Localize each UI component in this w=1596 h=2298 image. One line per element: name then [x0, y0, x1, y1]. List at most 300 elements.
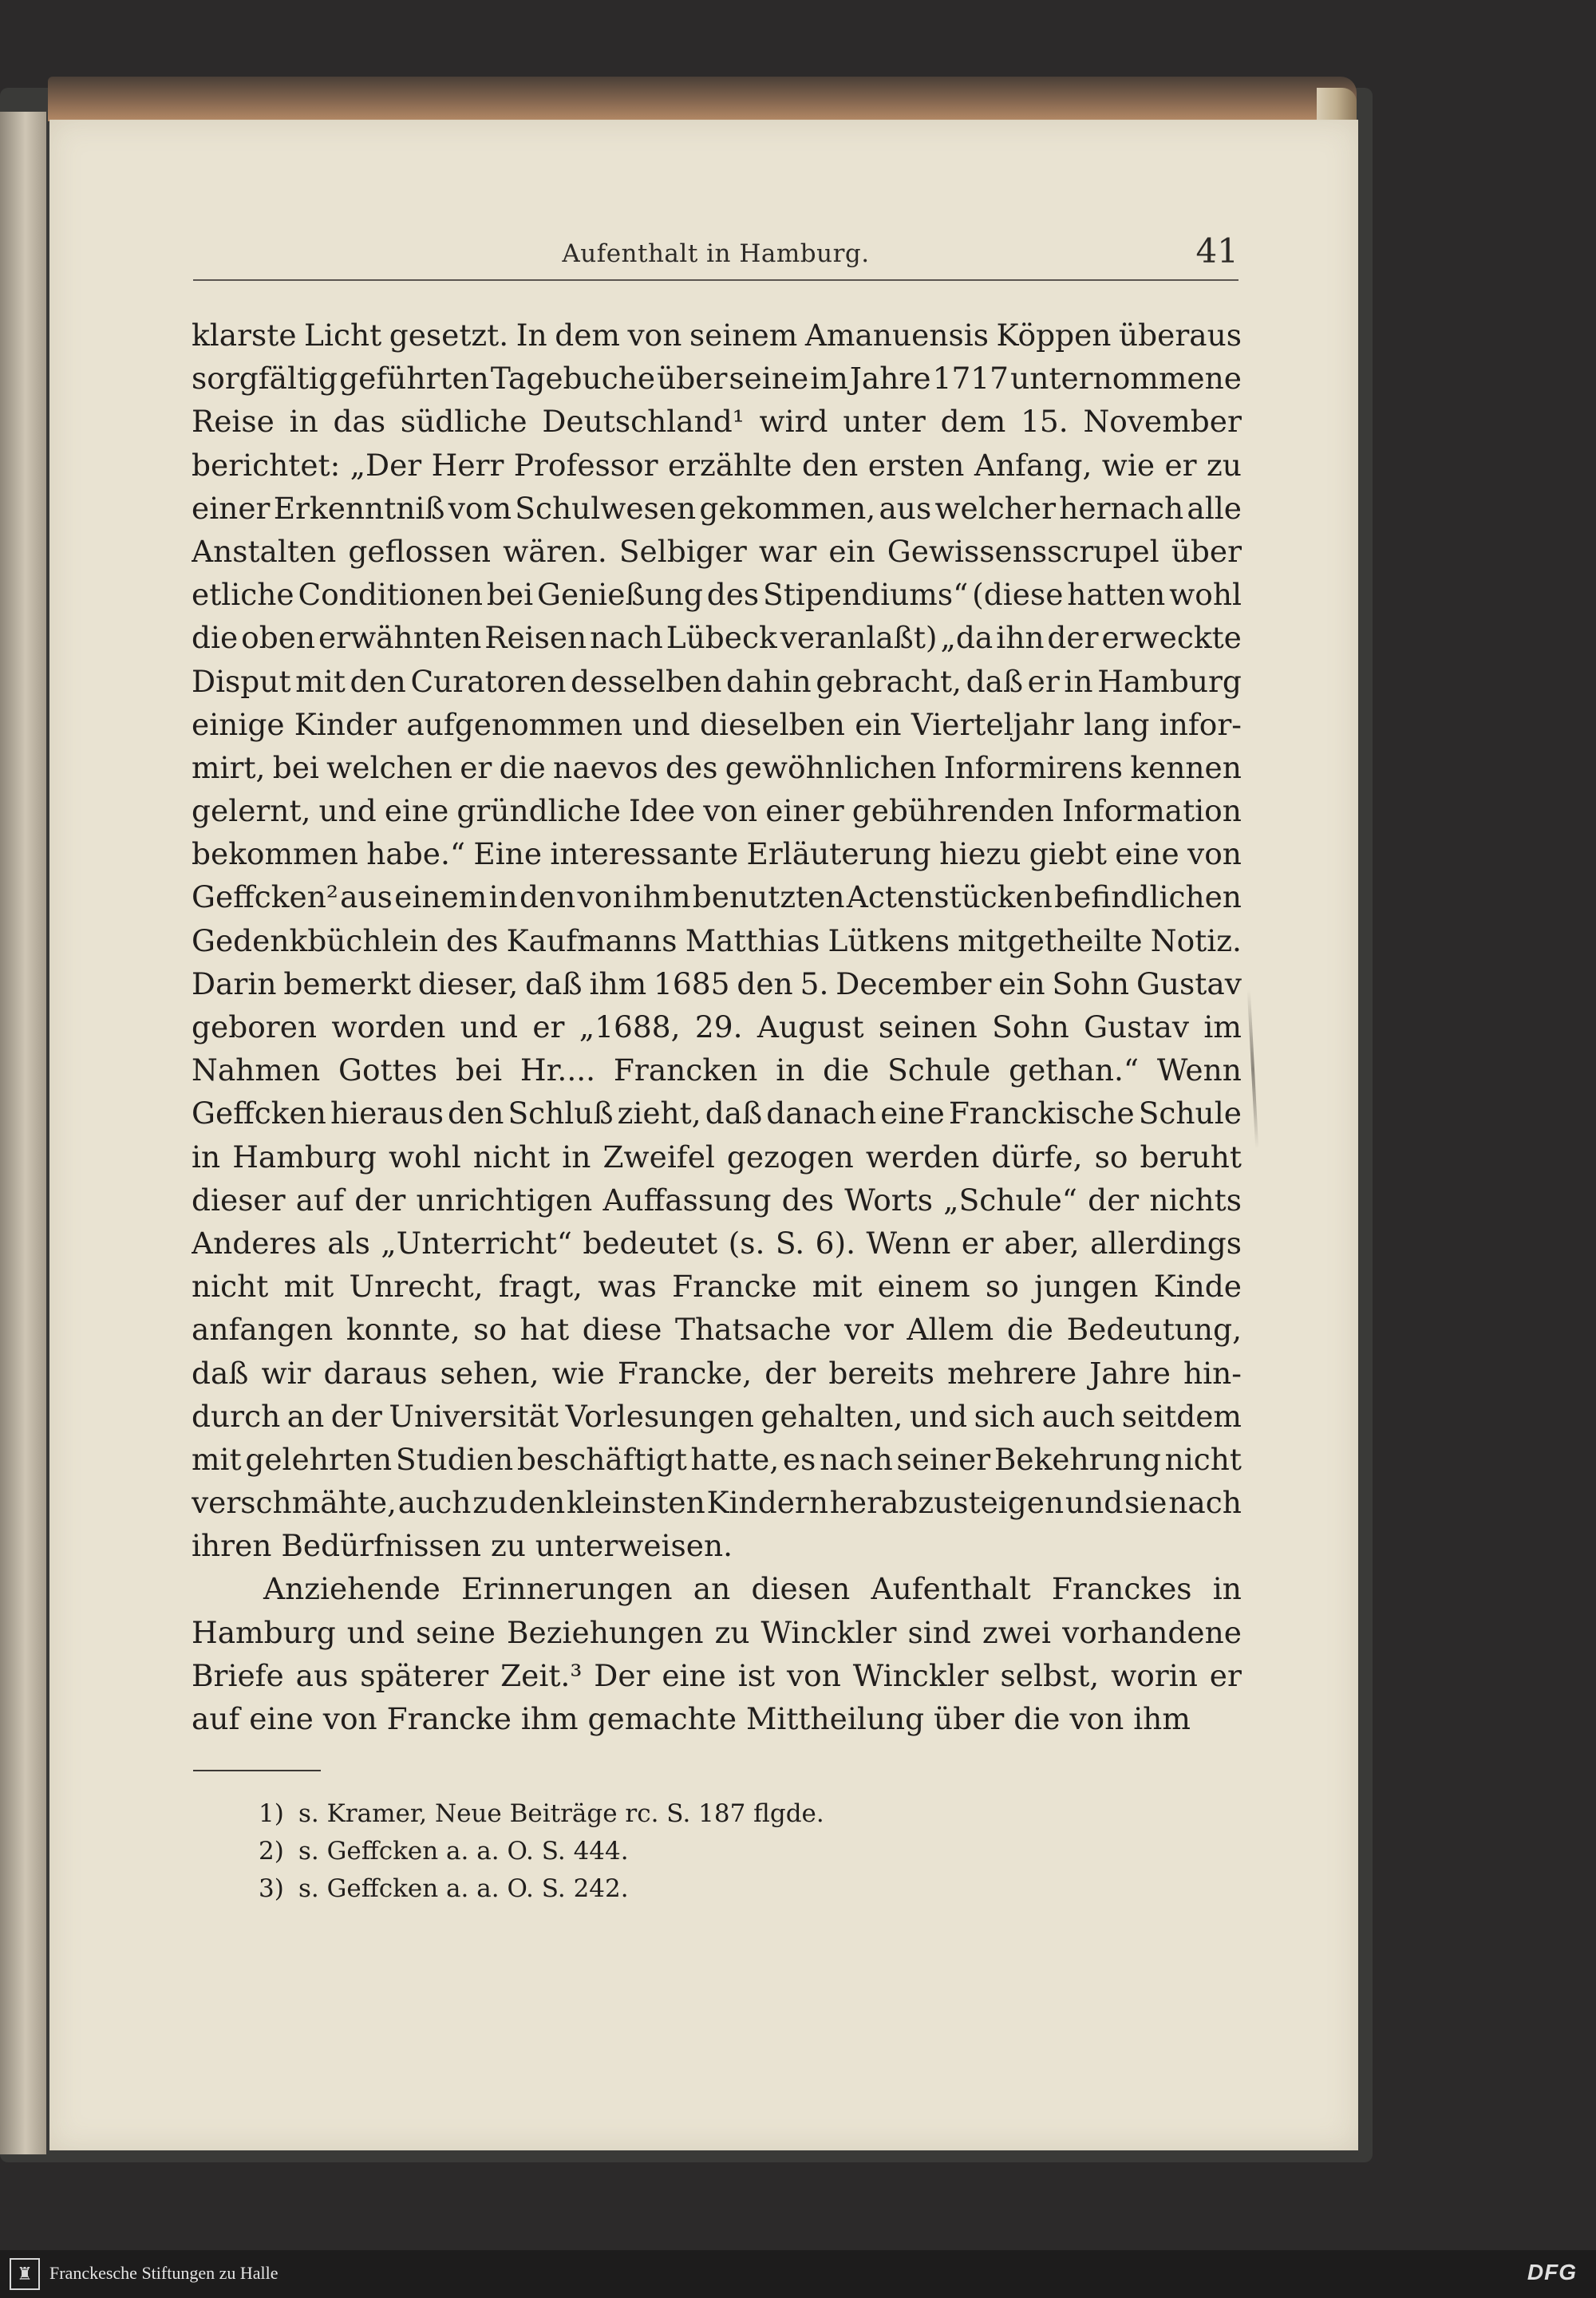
page-number: 41	[1195, 231, 1238, 270]
word: naevos	[553, 749, 658, 785]
word: Schule	[887, 1052, 991, 1088]
word: auch	[397, 1485, 472, 1521]
word: an	[286, 1398, 325, 1434]
word: gezogen	[726, 1139, 854, 1175]
word: Deutschland¹	[542, 404, 745, 440]
word: Schulwesen	[515, 490, 697, 526]
word: veranlaßt)	[780, 620, 938, 656]
word: aus	[295, 1657, 349, 1693]
word: die	[499, 749, 546, 785]
word: lang	[1083, 706, 1150, 742]
text-line	[192, 919, 1242, 962]
word: Kaufmanns	[506, 922, 678, 958]
word: wie	[1101, 447, 1156, 483]
institution-name: Franckesche Stiftungen zu Halle	[49, 2263, 279, 2283]
word: sich	[974, 1398, 1036, 1434]
word: er	[532, 1009, 565, 1044]
word: mirt,	[192, 749, 266, 785]
word: dahin	[726, 663, 812, 699]
text-line	[192, 1481, 1242, 1524]
word: diesen	[751, 1571, 851, 1607]
word: nach	[590, 620, 663, 656]
word: dem	[555, 318, 620, 353]
word: seinen	[878, 1009, 978, 1044]
word: und	[909, 1398, 968, 1434]
word: aus	[879, 490, 932, 526]
word: hatten	[1067, 577, 1166, 613]
word: Gewissensscrupel	[887, 533, 1159, 569]
word: des	[446, 922, 499, 958]
text-line	[192, 1611, 1242, 1654]
word: befindlichen	[1054, 879, 1242, 915]
word: in	[192, 1139, 221, 1175]
word: Kinder	[294, 706, 397, 742]
word: ihn	[996, 620, 1045, 656]
word: 6).	[815, 1225, 856, 1261]
word: von	[703, 793, 758, 829]
word: 5.	[800, 965, 829, 1001]
word: „Der	[350, 447, 422, 483]
word: Idee	[629, 793, 696, 829]
word: bei	[272, 749, 319, 785]
word: auch	[1041, 1398, 1116, 1434]
word: Francke	[672, 1269, 797, 1305]
word: mit	[812, 1269, 863, 1305]
footnote-rule	[193, 1770, 321, 1771]
word: Erläuterung	[746, 836, 931, 872]
word: und	[460, 1009, 518, 1044]
word: December	[836, 965, 992, 1001]
word: Geffcken²	[192, 879, 338, 915]
word: zwei	[982, 1614, 1051, 1650]
word: Universität	[389, 1398, 559, 1434]
text-line	[192, 444, 1242, 487]
pencil-margin-mark	[1247, 989, 1258, 1149]
word: hin-	[1183, 1355, 1242, 1391]
word: zu	[714, 1614, 750, 1650]
word: Hamburg	[1097, 663, 1242, 699]
word: Zeit.³	[500, 1657, 583, 1693]
word: Studien	[395, 1441, 514, 1477]
word: geboren	[192, 1009, 318, 1044]
word: hiezu	[939, 836, 1021, 872]
word: anfangen	[192, 1312, 334, 1348]
word: Francke,	[617, 1355, 753, 1391]
word: mit	[192, 1441, 242, 1477]
text-line	[192, 962, 1242, 1005]
word: Selbiger	[618, 533, 747, 569]
word: Winckler	[760, 1614, 897, 1650]
word: über	[1171, 533, 1242, 569]
text-line	[192, 573, 1242, 616]
word: Franckische	[948, 1096, 1135, 1131]
word: aus	[340, 879, 393, 915]
word: Tagebuche	[490, 361, 656, 397]
word: alle	[1187, 490, 1242, 526]
word: fragt,	[498, 1269, 583, 1305]
word: die	[823, 1052, 870, 1088]
word: welcher	[934, 490, 1056, 526]
word: von	[1187, 836, 1242, 872]
book-page	[49, 120, 1358, 2150]
word: Beziehungen	[507, 1614, 704, 1650]
text-line	[192, 1092, 1242, 1135]
word: Anstalten	[192, 533, 337, 569]
word: und	[346, 1614, 405, 1650]
text-line	[192, 1135, 1242, 1179]
word: bei	[455, 1052, 503, 1088]
text-line: ihren Bedürfnissen zu unterweisen.	[192, 1528, 733, 1564]
word: unter	[843, 404, 926, 440]
text-line	[192, 832, 1242, 875]
word: er	[1027, 663, 1060, 699]
word: aber,	[1004, 1225, 1080, 1261]
word: überaus	[1118, 318, 1242, 353]
word: Gedenkbüchlein	[192, 922, 438, 958]
word: Professor	[513, 447, 658, 483]
word: wohl	[388, 1139, 461, 1175]
word: so	[986, 1269, 1019, 1305]
word: späterer	[360, 1657, 489, 1693]
book-cover-top-edge	[48, 77, 1357, 121]
word: daß	[525, 965, 583, 1001]
word: hat	[519, 1312, 570, 1348]
word: eine	[880, 1096, 945, 1131]
word: Erkenntniß	[273, 490, 445, 526]
word: er	[1164, 447, 1197, 483]
word: aufgenommen	[406, 706, 623, 742]
word: Anderes	[192, 1225, 317, 1261]
word: konnte,	[346, 1312, 460, 1348]
text-line: auf eine von Francke ihm gemachte Mittheilung über die von ihm	[192, 1701, 1191, 1736]
word: Kindern	[706, 1485, 828, 1521]
word: wir	[261, 1355, 311, 1391]
word: eine	[384, 793, 449, 829]
word: sie	[1124, 1485, 1167, 1521]
word: Winckler	[852, 1657, 989, 1693]
word: bemerkt	[283, 965, 412, 1001]
word: bei	[486, 577, 534, 613]
word: Jahre	[849, 361, 931, 397]
word: in	[776, 1052, 805, 1088]
word: bekommen	[192, 836, 358, 872]
word: nicht	[1164, 1441, 1242, 1477]
word: 15.	[1021, 404, 1069, 440]
word: Bedeutung,	[1066, 1312, 1242, 1348]
word: geflossen	[348, 533, 492, 569]
word: diese	[582, 1312, 662, 1348]
text-line	[192, 357, 1242, 400]
word: Vorlesungen	[565, 1398, 754, 1434]
text-line	[192, 1308, 1242, 1351]
word: Hamburg	[232, 1139, 377, 1175]
word: mehrere	[947, 1355, 1077, 1391]
text-line	[192, 1438, 1242, 1481]
word: seine	[416, 1614, 496, 1650]
word: Lütkens	[828, 922, 950, 958]
word: gehalten,	[760, 1398, 903, 1434]
word: Amanuensis	[804, 318, 989, 353]
word: worin	[1111, 1657, 1198, 1693]
word: zu	[472, 1485, 508, 1521]
word: und	[1065, 1485, 1124, 1521]
text-line	[192, 1005, 1242, 1048]
word: der	[354, 1182, 406, 1218]
word: Wenn	[866, 1225, 951, 1261]
word: vor	[844, 1312, 894, 1348]
word: jungen	[1034, 1269, 1139, 1305]
word: infor-	[1159, 706, 1242, 742]
word: Vierteljahr	[911, 706, 1074, 742]
footnote	[259, 1795, 1136, 1833]
text-line	[192, 616, 1242, 659]
word: dieser,	[417, 965, 519, 1001]
word: in	[289, 404, 318, 440]
text-line	[192, 1048, 1242, 1092]
word: von	[577, 879, 632, 915]
word: oben	[241, 620, 316, 656]
word: habe.“	[366, 836, 466, 872]
word: dem	[940, 404, 1006, 440]
word: Briefe	[192, 1657, 284, 1693]
word: der	[764, 1355, 816, 1391]
footnote-number: 2)	[259, 1837, 284, 1866]
word: es	[782, 1441, 816, 1477]
word: gesetzt.	[389, 318, 509, 353]
word: erweckte	[1101, 620, 1242, 656]
word: Köppen	[996, 318, 1112, 353]
footnote-number: 3)	[259, 1874, 284, 1903]
word: südliche	[400, 404, 527, 440]
word: Bekehrung	[994, 1441, 1161, 1477]
word: dieselben	[699, 706, 845, 742]
word: dieser	[192, 1182, 286, 1218]
word: im	[810, 361, 848, 397]
word: klarste	[192, 318, 297, 353]
text-line	[192, 875, 1242, 918]
footnote-text: s. Geffcken a. a. O. S. 444.	[298, 1837, 629, 1866]
word: Matthias	[685, 922, 820, 958]
footnote	[259, 1870, 1136, 1908]
word: Informirens	[943, 749, 1124, 785]
word: seinem	[689, 318, 798, 353]
left-page-edge	[0, 112, 46, 2154]
word: ein	[855, 706, 902, 742]
word: über	[657, 361, 728, 397]
word: Sohn	[1052, 965, 1130, 1001]
word: beschäftigt	[516, 1441, 687, 1477]
word: in	[1064, 663, 1093, 699]
word: sorgfältig	[192, 361, 338, 397]
word: den	[350, 663, 406, 699]
text-line	[192, 703, 1242, 746]
word: nach	[1168, 1485, 1242, 1521]
text-line	[192, 1352, 1242, 1395]
word: nichts	[1149, 1182, 1242, 1218]
word: beruht	[1140, 1139, 1242, 1175]
word: das	[333, 404, 386, 440]
word: in	[1212, 1571, 1242, 1607]
text-line	[192, 660, 1242, 703]
word: Darin	[192, 965, 277, 1001]
word: seine	[729, 361, 809, 397]
word: S.	[775, 1225, 805, 1261]
word: den	[508, 1485, 566, 1521]
word: seiner	[896, 1441, 991, 1477]
institution-logo-icon: ♜	[10, 2258, 40, 2290]
word: „da	[940, 620, 994, 656]
word: Zweifel	[602, 1139, 715, 1175]
word: Worts	[844, 1182, 934, 1218]
word: sind	[907, 1614, 971, 1650]
word: Erinnerungen	[461, 1571, 673, 1607]
word: Schule	[1138, 1096, 1242, 1131]
word: daß	[705, 1096, 763, 1131]
word: einige	[192, 706, 285, 742]
word: geführten	[339, 361, 489, 397]
word: Franckes	[1051, 1571, 1192, 1607]
text-line	[192, 1179, 1242, 1222]
word: Anfang,	[974, 447, 1092, 483]
word: in	[488, 879, 518, 915]
word: einer	[765, 793, 844, 829]
text-line	[192, 1265, 1242, 1308]
word: Schluß	[508, 1096, 614, 1131]
word: nicht	[192, 1269, 269, 1305]
word: wären.	[503, 533, 607, 569]
word: Curatoren	[410, 663, 567, 699]
word: giebt	[1029, 836, 1107, 872]
word: vorhandene	[1062, 1614, 1242, 1650]
word: Sohn	[992, 1009, 1069, 1044]
word: Genießung	[537, 577, 703, 613]
word: unternommene	[1010, 361, 1242, 397]
word: Hamburg	[192, 1614, 336, 1650]
word: Francken	[613, 1052, 758, 1088]
text-line	[192, 1395, 1242, 1438]
word: Lübeck	[666, 620, 777, 656]
word: mit	[283, 1269, 334, 1305]
word: nach	[820, 1441, 893, 1477]
word: interessante	[550, 836, 739, 872]
word: zu	[1206, 447, 1242, 483]
text-line	[192, 1567, 1242, 1610]
word: von	[786, 1657, 841, 1693]
word: allerdings	[1090, 1225, 1242, 1261]
word: daß	[966, 663, 1024, 699]
word: August	[757, 1009, 864, 1044]
word: Information	[1061, 793, 1242, 829]
running-head	[193, 231, 1238, 281]
word: berichtet:	[192, 447, 341, 483]
word: einem	[394, 879, 488, 915]
text-line	[192, 1222, 1242, 1265]
word: wie	[551, 1355, 605, 1391]
word: und	[318, 793, 377, 829]
word: worden	[331, 1009, 446, 1044]
text-line	[192, 530, 1242, 573]
word: Conditionen	[298, 577, 484, 613]
running-title: Aufenthalt in Hamburg.	[562, 239, 870, 268]
word: ihm	[633, 879, 691, 915]
word: was	[598, 1269, 657, 1305]
word: (s.	[728, 1225, 765, 1261]
word: Disput	[192, 663, 291, 699]
word: erzählte	[667, 447, 792, 483]
word: mitgetheilte	[958, 922, 1143, 958]
word: gelernt,	[192, 793, 311, 829]
word: nicht	[472, 1139, 551, 1175]
word: Reisen	[484, 620, 587, 656]
footnote	[259, 1833, 1136, 1870]
footnotes	[259, 1795, 1136, 1908]
word: danach	[766, 1096, 877, 1131]
word: ein	[828, 533, 875, 569]
word: bereits	[828, 1355, 935, 1391]
word: auf	[295, 1182, 345, 1218]
word: in	[562, 1139, 591, 1175]
word: vom	[448, 490, 512, 526]
word: Thatsache	[675, 1312, 832, 1348]
text-line	[192, 746, 1242, 789]
word: gewöhnlichen	[725, 749, 937, 785]
word: durch	[192, 1398, 281, 1434]
word: Actenstücken	[846, 879, 1053, 915]
word: dürfe,	[991, 1139, 1083, 1175]
word: Nahmen	[192, 1052, 321, 1088]
word: den	[448, 1096, 504, 1131]
word: Hr....	[519, 1052, 596, 1088]
text-line	[192, 314, 1242, 357]
word: daraus	[323, 1355, 428, 1391]
word: an	[693, 1571, 731, 1607]
word: gebührenden	[851, 793, 1054, 829]
word: (diese	[972, 577, 1064, 613]
word: den	[737, 965, 793, 1001]
word: sehen,	[440, 1355, 539, 1391]
word: war	[758, 533, 817, 569]
word: gethan.“	[1009, 1052, 1140, 1088]
word: einer	[192, 490, 271, 526]
word: unrichtigen	[416, 1182, 593, 1218]
word: gelehrten	[245, 1441, 393, 1477]
word: die	[192, 620, 239, 656]
word: ein	[998, 965, 1045, 1001]
word: kennen	[1130, 749, 1242, 785]
word: der	[330, 1398, 382, 1434]
word: Allem	[907, 1312, 994, 1348]
word: hieraus	[330, 1096, 444, 1131]
word: selbst,	[1000, 1657, 1100, 1693]
word: wohl	[1169, 577, 1242, 613]
word: so	[473, 1312, 508, 1348]
footnote-text: s. Kramer, Neue Beiträge rc. S. 187 flgde.	[298, 1799, 824, 1828]
footnote-text: s. Geffcken a. a. O. S. 242.	[298, 1874, 629, 1903]
word: eine	[662, 1657, 726, 1693]
word: so	[1094, 1139, 1128, 1175]
word: etliche	[192, 577, 294, 613]
word: Licht	[304, 318, 382, 353]
word: hernach	[1059, 490, 1184, 526]
word: er	[460, 749, 492, 785]
word: des	[706, 577, 760, 613]
word: seitdem	[1121, 1398, 1242, 1434]
word: In	[516, 318, 547, 353]
footnote-number: 1)	[259, 1799, 284, 1828]
word: herabzusteigen	[829, 1485, 1065, 1521]
word: als	[327, 1225, 370, 1261]
word: Jahre	[1089, 1355, 1171, 1391]
